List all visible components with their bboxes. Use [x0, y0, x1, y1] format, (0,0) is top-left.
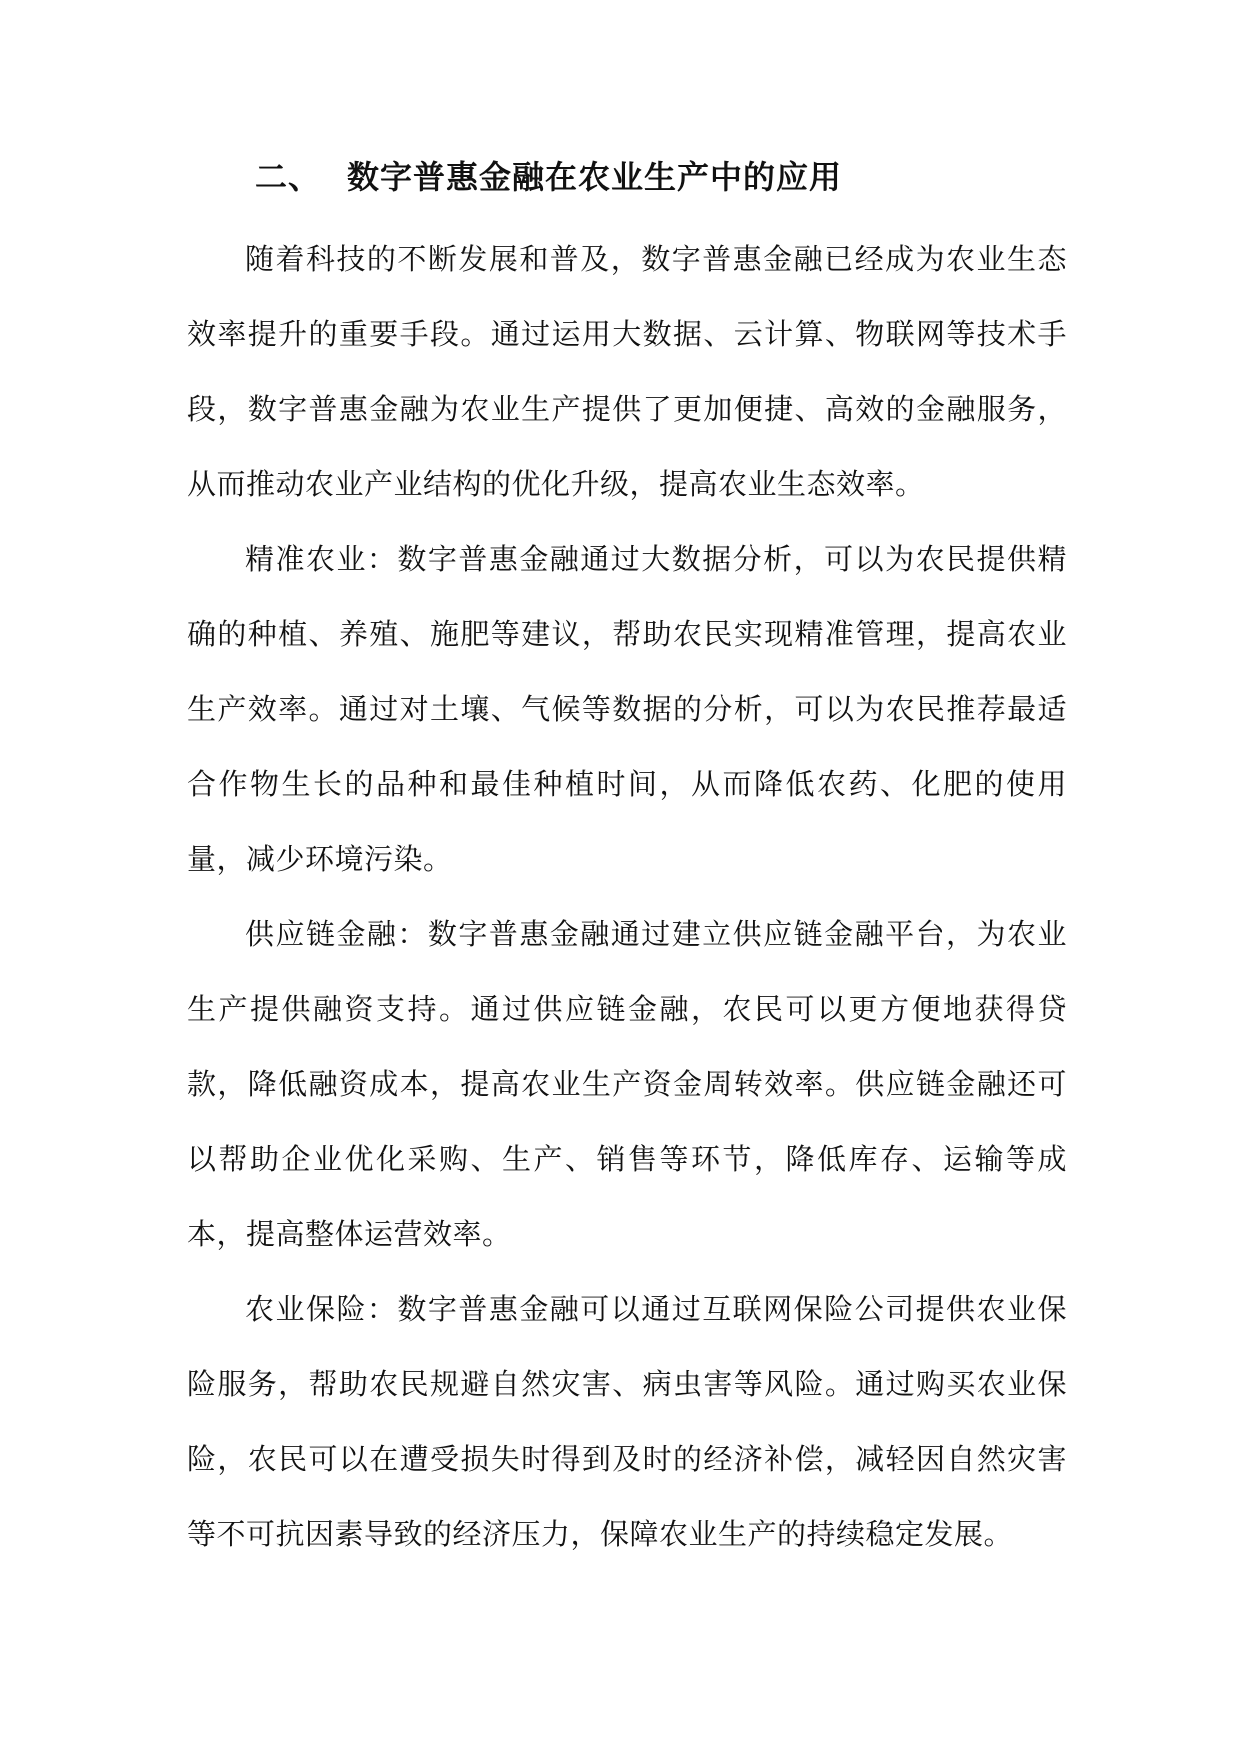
section-number: 二、: [255, 158, 322, 196]
paragraph-supply-chain-finance: 供应链金融：数字普惠金融通过建立供应链金融平台，为农业生产提供融资支持。通过供应链金融，农民可以更方便地获得贷款，降低融资成本，提高农业生产资金周转效率。供应链金融还可以帮助企业优化采购、生产、销售等环节，降低库存、运输等成本，提高整体运营效率。: [187, 917, 1067, 1251]
section-heading: [255, 150, 842, 200]
paragraph-intro: 随着科技的不断发展和普及，数字普惠金融已经成为农业生态效率提升的重要手段。通过运用大数据、云计算、物联网等技术手段，数字普惠金融为农业生产提供了更加便捷、高效的金融服务，从而推动农业产业结构的优化升级，提高农业生态效率。: [187, 242, 1067, 501]
section-title: 数字普惠金融在农业生产中的应用: [347, 158, 843, 196]
paragraph-precision-agriculture: 精准农业：数字普惠金融通过大数据分析，可以为农民提供精确的种植、养殖、施肥等建议，帮助农民实现精准管理，提高农业生产效率。通过对土壤、气候等数据的分析，可以为农民推荐最适合作物生长的品种和最佳种植时间，从而降低农药、化肥的使用量，减少环境污染。: [187, 542, 1067, 876]
paragraph-agricultural-insurance: 农业保险：数字普惠金融可以通过互联网保险公司提供农业保险服务，帮助农民规避自然灾害、病虫害等风险。通过购买农业保险，农民可以在遭受损失时得到及时的经济补偿，减轻因自然灾害等不可抗因素导致的经济压力，保障农业生产的持续稳定发展。: [187, 1292, 1067, 1551]
section-body: [187, 222, 1067, 1572]
